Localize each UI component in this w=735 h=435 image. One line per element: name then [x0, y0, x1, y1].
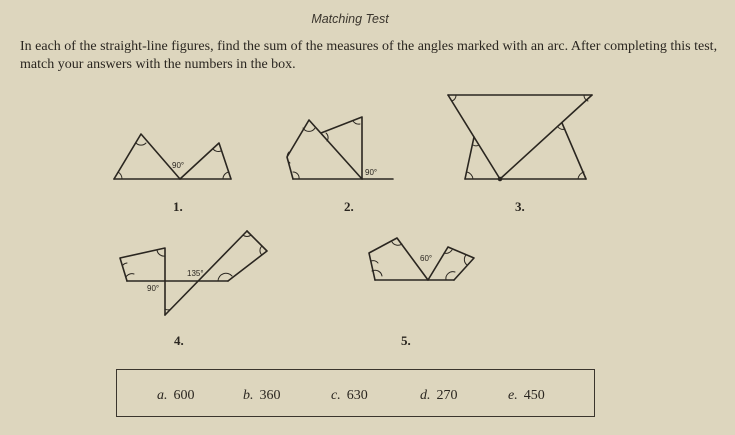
option-value: 450 [523, 388, 545, 403]
option-value: 270 [436, 388, 458, 403]
svg-text:90°: 90° [147, 284, 160, 293]
option-value: 600 [173, 388, 195, 403]
option-letter: e. [508, 388, 518, 403]
answer-option-b [243, 388, 281, 404]
page-title: Matching Test [311, 12, 389, 26]
option-letter: c. [331, 388, 341, 403]
instructions: In each of the straight-line figures, find the sum of the measures of the angles marked with an arc. After completing this test, match your answers with the numbers in the box. [20, 39, 718, 72]
answer-option-a [157, 388, 195, 404]
figure-1-label: 1. [173, 199, 183, 214]
svg-text:60°: 60° [420, 254, 433, 263]
answer-option-e [508, 388, 545, 404]
figure-5-label: 5. [401, 333, 411, 348]
figure-3-label: 3. [515, 199, 525, 214]
svg-text:90°: 90° [172, 161, 185, 170]
figure-4 [120, 231, 267, 315]
svg-text:90°: 90° [365, 168, 378, 177]
figure-2 [287, 117, 393, 179]
figure-5 [369, 238, 474, 280]
option-letter: d. [420, 388, 431, 403]
figure-1 [114, 134, 231, 179]
option-letter: a. [157, 388, 168, 403]
option-letter: b. [243, 388, 254, 403]
answer-option-d [420, 388, 458, 404]
figure-2-label: 2. [344, 199, 354, 214]
answer-option-c [331, 388, 368, 404]
answer-box [116, 369, 595, 417]
option-value: 630 [346, 388, 368, 403]
option-value: 360 [259, 388, 281, 403]
svg-text:135°: 135° [187, 269, 204, 278]
figure-4-label: 4. [174, 333, 184, 348]
figure-3 [448, 95, 592, 181]
